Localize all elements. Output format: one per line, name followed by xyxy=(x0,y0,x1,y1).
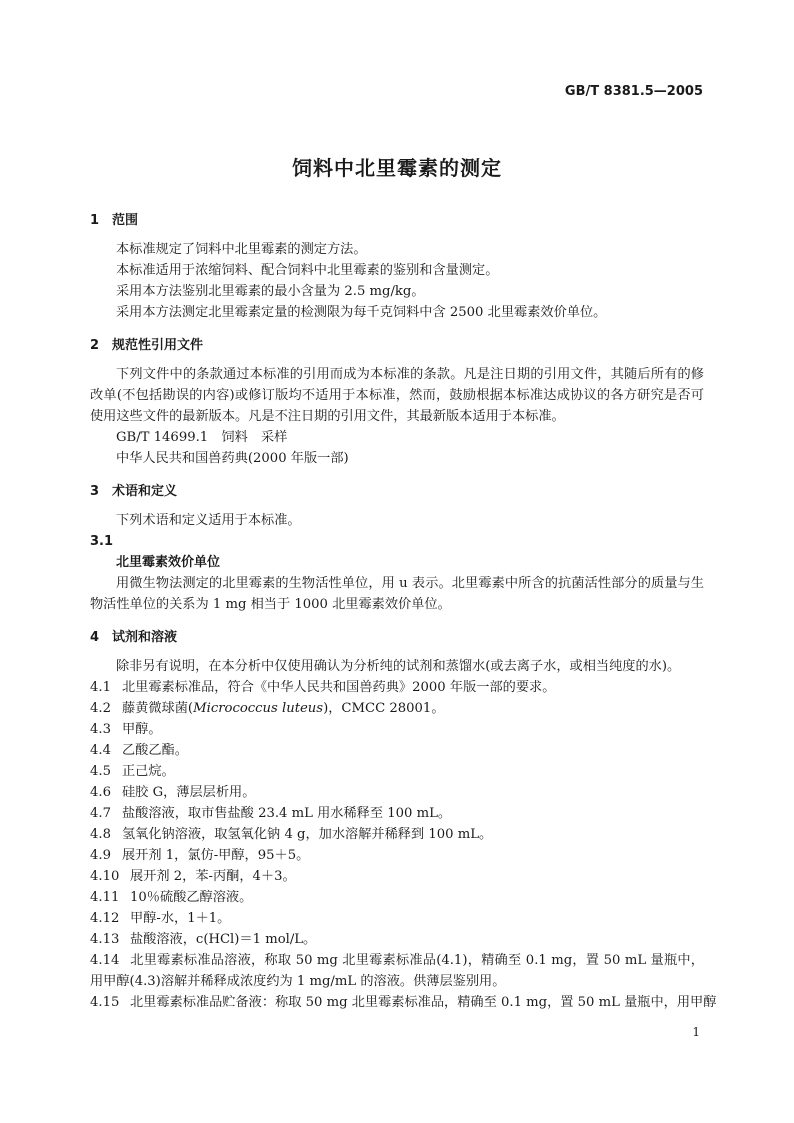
section-title: 术语和定义 xyxy=(112,484,178,499)
clause-number: 3.1 xyxy=(90,534,114,549)
item-number: 4.1 xyxy=(90,680,111,695)
reagent-item xyxy=(90,929,704,950)
item-text: 盐酸溶液，取市售盐酸 23.4 mL 用水稀释至 100 mL。 xyxy=(122,806,452,821)
item-text-post: )，CMCC 28001。 xyxy=(323,701,445,716)
section-heading-scope xyxy=(90,210,704,231)
item-text: 北里霉素标准品贮备液：称取 50 mg 北里霉素标准品，精确至 0.1 mg，置 50 mL 量瓶中，用甲醇 xyxy=(130,995,717,1010)
section-number: 1 xyxy=(90,213,100,228)
reference-item-1: GB/T 14699.1 饲料 采样 xyxy=(116,430,288,445)
reference-item-2: 中华人民共和国兽药典(2000 年版一部) xyxy=(116,451,349,466)
reagent-item xyxy=(90,887,704,908)
reagent-item xyxy=(90,719,704,740)
document-body xyxy=(90,210,717,1013)
reagent-item xyxy=(90,950,704,992)
term-definition: 用微生物法测定的北里霉素的生物活性单位，用 u 表示。北里霉素中所含的抗菌活性部分的质量与生物活性单位的关系为 1 mg 相当于 1000 北里霉素效价单位。 xyxy=(90,576,704,612)
section-number: 2 xyxy=(90,338,100,353)
reagent-item xyxy=(90,845,704,866)
standard-number: GB/T 8381.5—2005 xyxy=(564,84,703,99)
reagent-item xyxy=(90,698,704,719)
reagent-item xyxy=(90,761,704,782)
item-text: 展开剂 2，苯-丙酮，4＋3。 xyxy=(130,869,296,884)
item-text: 硅胶 G，薄层层析用。 xyxy=(122,785,256,800)
item-number: 4.3 xyxy=(90,722,111,737)
section-heading-terms xyxy=(90,481,704,502)
item-text: 甲醇。 xyxy=(122,722,162,737)
reagent-item xyxy=(90,803,704,824)
section-number: 4 xyxy=(90,630,100,645)
term-heading: 北里霉素效价单位 xyxy=(116,555,221,570)
item-text: 甲醇-水，1＋1。 xyxy=(130,911,231,926)
reagent-item xyxy=(90,908,704,929)
section-heading-normative-references xyxy=(90,335,704,356)
item-text: 氢氧化钠溶液，取氢氧化钠 4 g，加水溶解并稀释到 100 mL。 xyxy=(122,827,493,842)
item-number: 4.2 xyxy=(90,701,111,716)
reagent-item xyxy=(90,782,704,803)
item-number: 4.10 xyxy=(90,869,120,884)
document-title: 饲料中北里霉素的测定 xyxy=(292,156,502,180)
reagent-item xyxy=(90,866,704,887)
item-text: 正己烷。 xyxy=(122,764,175,779)
scope-line-2: 本标准适用于浓缩饲料、配合饲料中北里霉素的鉴别和含量测定。 xyxy=(116,263,499,278)
section-title: 范围 xyxy=(112,213,139,228)
item-text: 10％硫酸乙醇溶液。 xyxy=(130,890,253,905)
item-number: 4.11 xyxy=(90,890,120,905)
terms-intro: 下列术语和定义适用于本标准。 xyxy=(116,513,301,528)
item-number: 4.12 xyxy=(90,911,120,926)
reagent-item xyxy=(90,992,717,1013)
item-number: 4.4 xyxy=(90,743,111,758)
item-text: 北里霉素标准品，符合《中华人民共和国兽药典》2000 年版一部的要求。 xyxy=(122,680,556,695)
reagent-item xyxy=(90,824,704,845)
section-number: 3 xyxy=(90,484,100,499)
item-text-species: Micrococcus luteus xyxy=(193,701,324,716)
item-text: 盐酸溶液，c(HCl)＝1 mol/L。 xyxy=(130,932,317,947)
scope-line-1: 本标准规定了饲料中北里霉素的测定方法。 xyxy=(116,242,367,257)
references-paragraph: 下列文件中的条款通过本标准的引用而成为本标准的条款。凡是注日期的引用文件，其随后所有的修改单(不包括勘误的内容)或修订版均不适用于本标准，然而，鼓励根据本标准达成协议的各方研究是否可使用这些文件的最新版本。凡是不注日期的引用文件，其最新版本适用于本标准。 xyxy=(90,367,704,424)
item-number: 4.15 xyxy=(90,995,120,1010)
scope-line-4: 采用本方法测定北里霉素定量的检测限为每千克饲料中含 2500 北里霉素效价单位。 xyxy=(116,305,607,320)
item-number: 4.9 xyxy=(90,848,111,863)
reagent-item xyxy=(90,677,704,698)
item-text: 北里霉素标准品溶液，称取 50 mg 北里霉素标准品(4.1)，精确至 0.1 mg，置 50 mL 量瓶中，用甲醇(4.3)溶解并稀释成浓度约为 1 mg/mL 的溶液。供薄层鉴别用。 xyxy=(90,953,704,989)
item-number: 4.13 xyxy=(90,932,120,947)
scope-line-3: 采用本方法鉴别北里霉素的最小含量为 2.5 mg/kg。 xyxy=(116,284,425,299)
section-heading-reagents xyxy=(90,627,704,648)
item-text: 乙酸乙酯。 xyxy=(122,743,188,758)
item-number: 4.5 xyxy=(90,764,111,779)
item-number: 4.6 xyxy=(90,785,111,800)
reagent-item xyxy=(90,740,704,761)
reagents-intro: 除非另有说明，在本分析中仅使用确认为分析纯的试剂和蒸馏水(或去离子水，或相当纯度的水)。 xyxy=(116,659,681,674)
item-number: 4.14 xyxy=(90,953,120,968)
section-title: 规范性引用文件 xyxy=(112,338,204,353)
item-text: 展开剂 1，氯仿-甲醇，95＋5。 xyxy=(122,848,310,863)
item-number: 4.7 xyxy=(90,806,111,821)
item-text-pre: 藤黄微球菌( xyxy=(122,701,194,716)
item-number: 4.8 xyxy=(90,827,111,842)
page-number: 1 xyxy=(692,1025,700,1039)
section-title: 试剂和溶液 xyxy=(112,630,178,645)
